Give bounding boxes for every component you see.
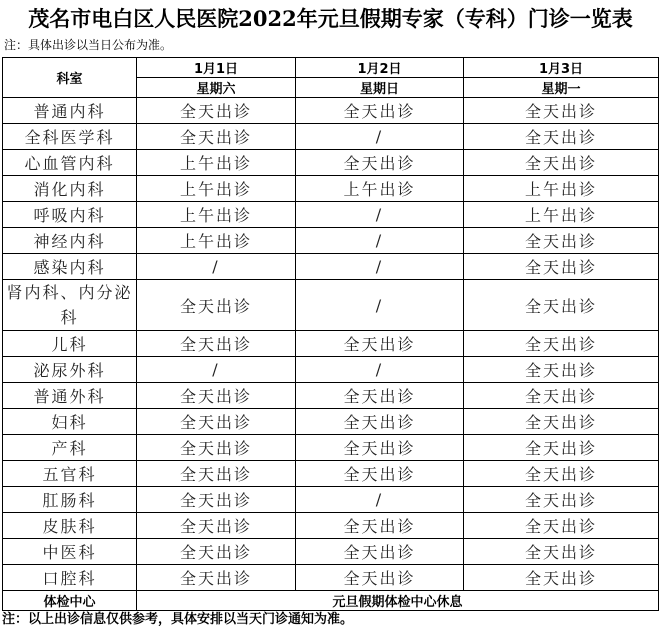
header-date-2: 1月2日 <box>296 58 464 78</box>
page-title: 茂名市电白区人民医院2022年元旦假期专家（专科）门诊一览表 <box>28 6 633 31</box>
day3-cell: 全天出诊 <box>464 565 659 591</box>
table-row <box>3 280 659 331</box>
table-row <box>3 565 659 591</box>
day1-cell: 上午出诊 <box>137 228 296 254</box>
day3-cell: 上午出诊 <box>464 176 659 202</box>
dept-cell: 儿科 <box>3 331 137 357</box>
dept-cell: 五官科 <box>3 461 137 487</box>
table-row <box>3 254 659 280</box>
footer-text-cell: 元旦假期体检中心休息 <box>137 591 659 611</box>
dept-cell: 普通外科 <box>3 383 137 409</box>
day3-cell: 全天出诊 <box>464 435 659 461</box>
day1-cell: 全天出诊 <box>137 461 296 487</box>
day1-cell: 全天出诊 <box>137 280 296 331</box>
dept-cell: 产科 <box>3 435 137 461</box>
day3-cell: 全天出诊 <box>464 461 659 487</box>
day2-cell: / <box>296 228 464 254</box>
day3-cell: 全天出诊 <box>464 124 659 150</box>
day3-cell: 全天出诊 <box>464 539 659 565</box>
day2-cell: 全天出诊 <box>296 98 464 124</box>
table-row <box>3 150 659 176</box>
header-date-3: 1月3日 <box>464 58 659 78</box>
day3-cell: 全天出诊 <box>464 280 659 331</box>
top-note: 注：具体出诊以当日公布为准。 <box>4 38 173 52</box>
day1-cell: 全天出诊 <box>137 539 296 565</box>
schedule-table <box>2 57 659 611</box>
dept-cell: 肾内科、内分泌科 <box>3 280 137 331</box>
day3-cell: 全天出诊 <box>464 409 659 435</box>
day2-cell: 全天出诊 <box>296 565 464 591</box>
dept-cell: 中医科 <box>3 539 137 565</box>
table-row <box>3 435 659 461</box>
table-row <box>3 513 659 539</box>
table-row <box>3 539 659 565</box>
table-row <box>3 357 659 383</box>
day1-cell: / <box>137 254 296 280</box>
day1-cell: 全天出诊 <box>137 513 296 539</box>
day2-cell: 全天出诊 <box>296 383 464 409</box>
day1-cell: 全天出诊 <box>137 409 296 435</box>
day3-cell: 全天出诊 <box>464 331 659 357</box>
header-date-1: 1月1日 <box>137 58 296 78</box>
day2-cell: / <box>296 280 464 331</box>
dept-cell: 呼吸内科 <box>3 202 137 228</box>
dept-cell: 心血管内科 <box>3 150 137 176</box>
day1-cell: 全天出诊 <box>137 98 296 124</box>
day1-cell: / <box>137 357 296 383</box>
day2-cell: 全天出诊 <box>296 435 464 461</box>
day2-cell: / <box>296 124 464 150</box>
day2-cell: 全天出诊 <box>296 331 464 357</box>
bottom-note: 注：以上出诊信息仅供参考，具体安排以当天门诊通知为准。 <box>2 612 354 627</box>
day1-cell: 全天出诊 <box>137 383 296 409</box>
table-row <box>3 202 659 228</box>
table-row <box>3 383 659 409</box>
header-weekday-2: 星期日 <box>296 78 464 98</box>
day3-cell: 全天出诊 <box>464 357 659 383</box>
table-row <box>3 124 659 150</box>
dept-cell: 感染内科 <box>3 254 137 280</box>
dept-cell: 泌尿外科 <box>3 357 137 383</box>
dept-cell: 普通内科 <box>3 98 137 124</box>
day3-cell: 全天出诊 <box>464 228 659 254</box>
day2-cell: 上午出诊 <box>296 176 464 202</box>
table-row <box>3 487 659 513</box>
footer-dept-cell: 体检中心 <box>3 591 137 611</box>
day3-cell: 全天出诊 <box>464 254 659 280</box>
day1-cell: 全天出诊 <box>137 487 296 513</box>
dept-cell: 消化内科 <box>3 176 137 202</box>
day1-cell: 全天出诊 <box>137 331 296 357</box>
footer-row <box>3 591 659 611</box>
day2-cell: 全天出诊 <box>296 461 464 487</box>
day1-cell: 上午出诊 <box>137 150 296 176</box>
day1-cell: 全天出诊 <box>137 124 296 150</box>
header-weekday-3: 星期一 <box>464 78 659 98</box>
schedule-body <box>3 98 659 611</box>
table-row <box>3 461 659 487</box>
day2-cell: 全天出诊 <box>296 150 464 176</box>
table-row <box>3 409 659 435</box>
day3-cell: 全天出诊 <box>464 487 659 513</box>
dept-cell: 妇科 <box>3 409 137 435</box>
table-row <box>3 98 659 124</box>
table-row <box>3 176 659 202</box>
day3-cell: 全天出诊 <box>464 383 659 409</box>
dept-cell: 肛肠科 <box>3 487 137 513</box>
dept-cell: 全科医学科 <box>3 124 137 150</box>
day2-cell: / <box>296 254 464 280</box>
header-dept: 科室 <box>3 58 137 98</box>
dept-cell: 口腔科 <box>3 565 137 591</box>
day1-cell: 上午出诊 <box>137 202 296 228</box>
dept-cell: 皮肤科 <box>3 513 137 539</box>
day2-cell: / <box>296 202 464 228</box>
header-weekday-1: 星期六 <box>137 78 296 98</box>
day2-cell: 全天出诊 <box>296 513 464 539</box>
day2-cell: 全天出诊 <box>296 539 464 565</box>
day1-cell: 上午出诊 <box>137 176 296 202</box>
day3-cell: 上午出诊 <box>464 202 659 228</box>
day1-cell: 全天出诊 <box>137 565 296 591</box>
table-row <box>3 331 659 357</box>
day2-cell: / <box>296 487 464 513</box>
day3-cell: 全天出诊 <box>464 513 659 539</box>
dept-cell: 神经内科 <box>3 228 137 254</box>
day2-cell: / <box>296 357 464 383</box>
day1-cell: 全天出诊 <box>137 435 296 461</box>
day3-cell: 全天出诊 <box>464 98 659 124</box>
day2-cell: 全天出诊 <box>296 409 464 435</box>
table-row <box>3 228 659 254</box>
day3-cell: 全天出诊 <box>464 150 659 176</box>
